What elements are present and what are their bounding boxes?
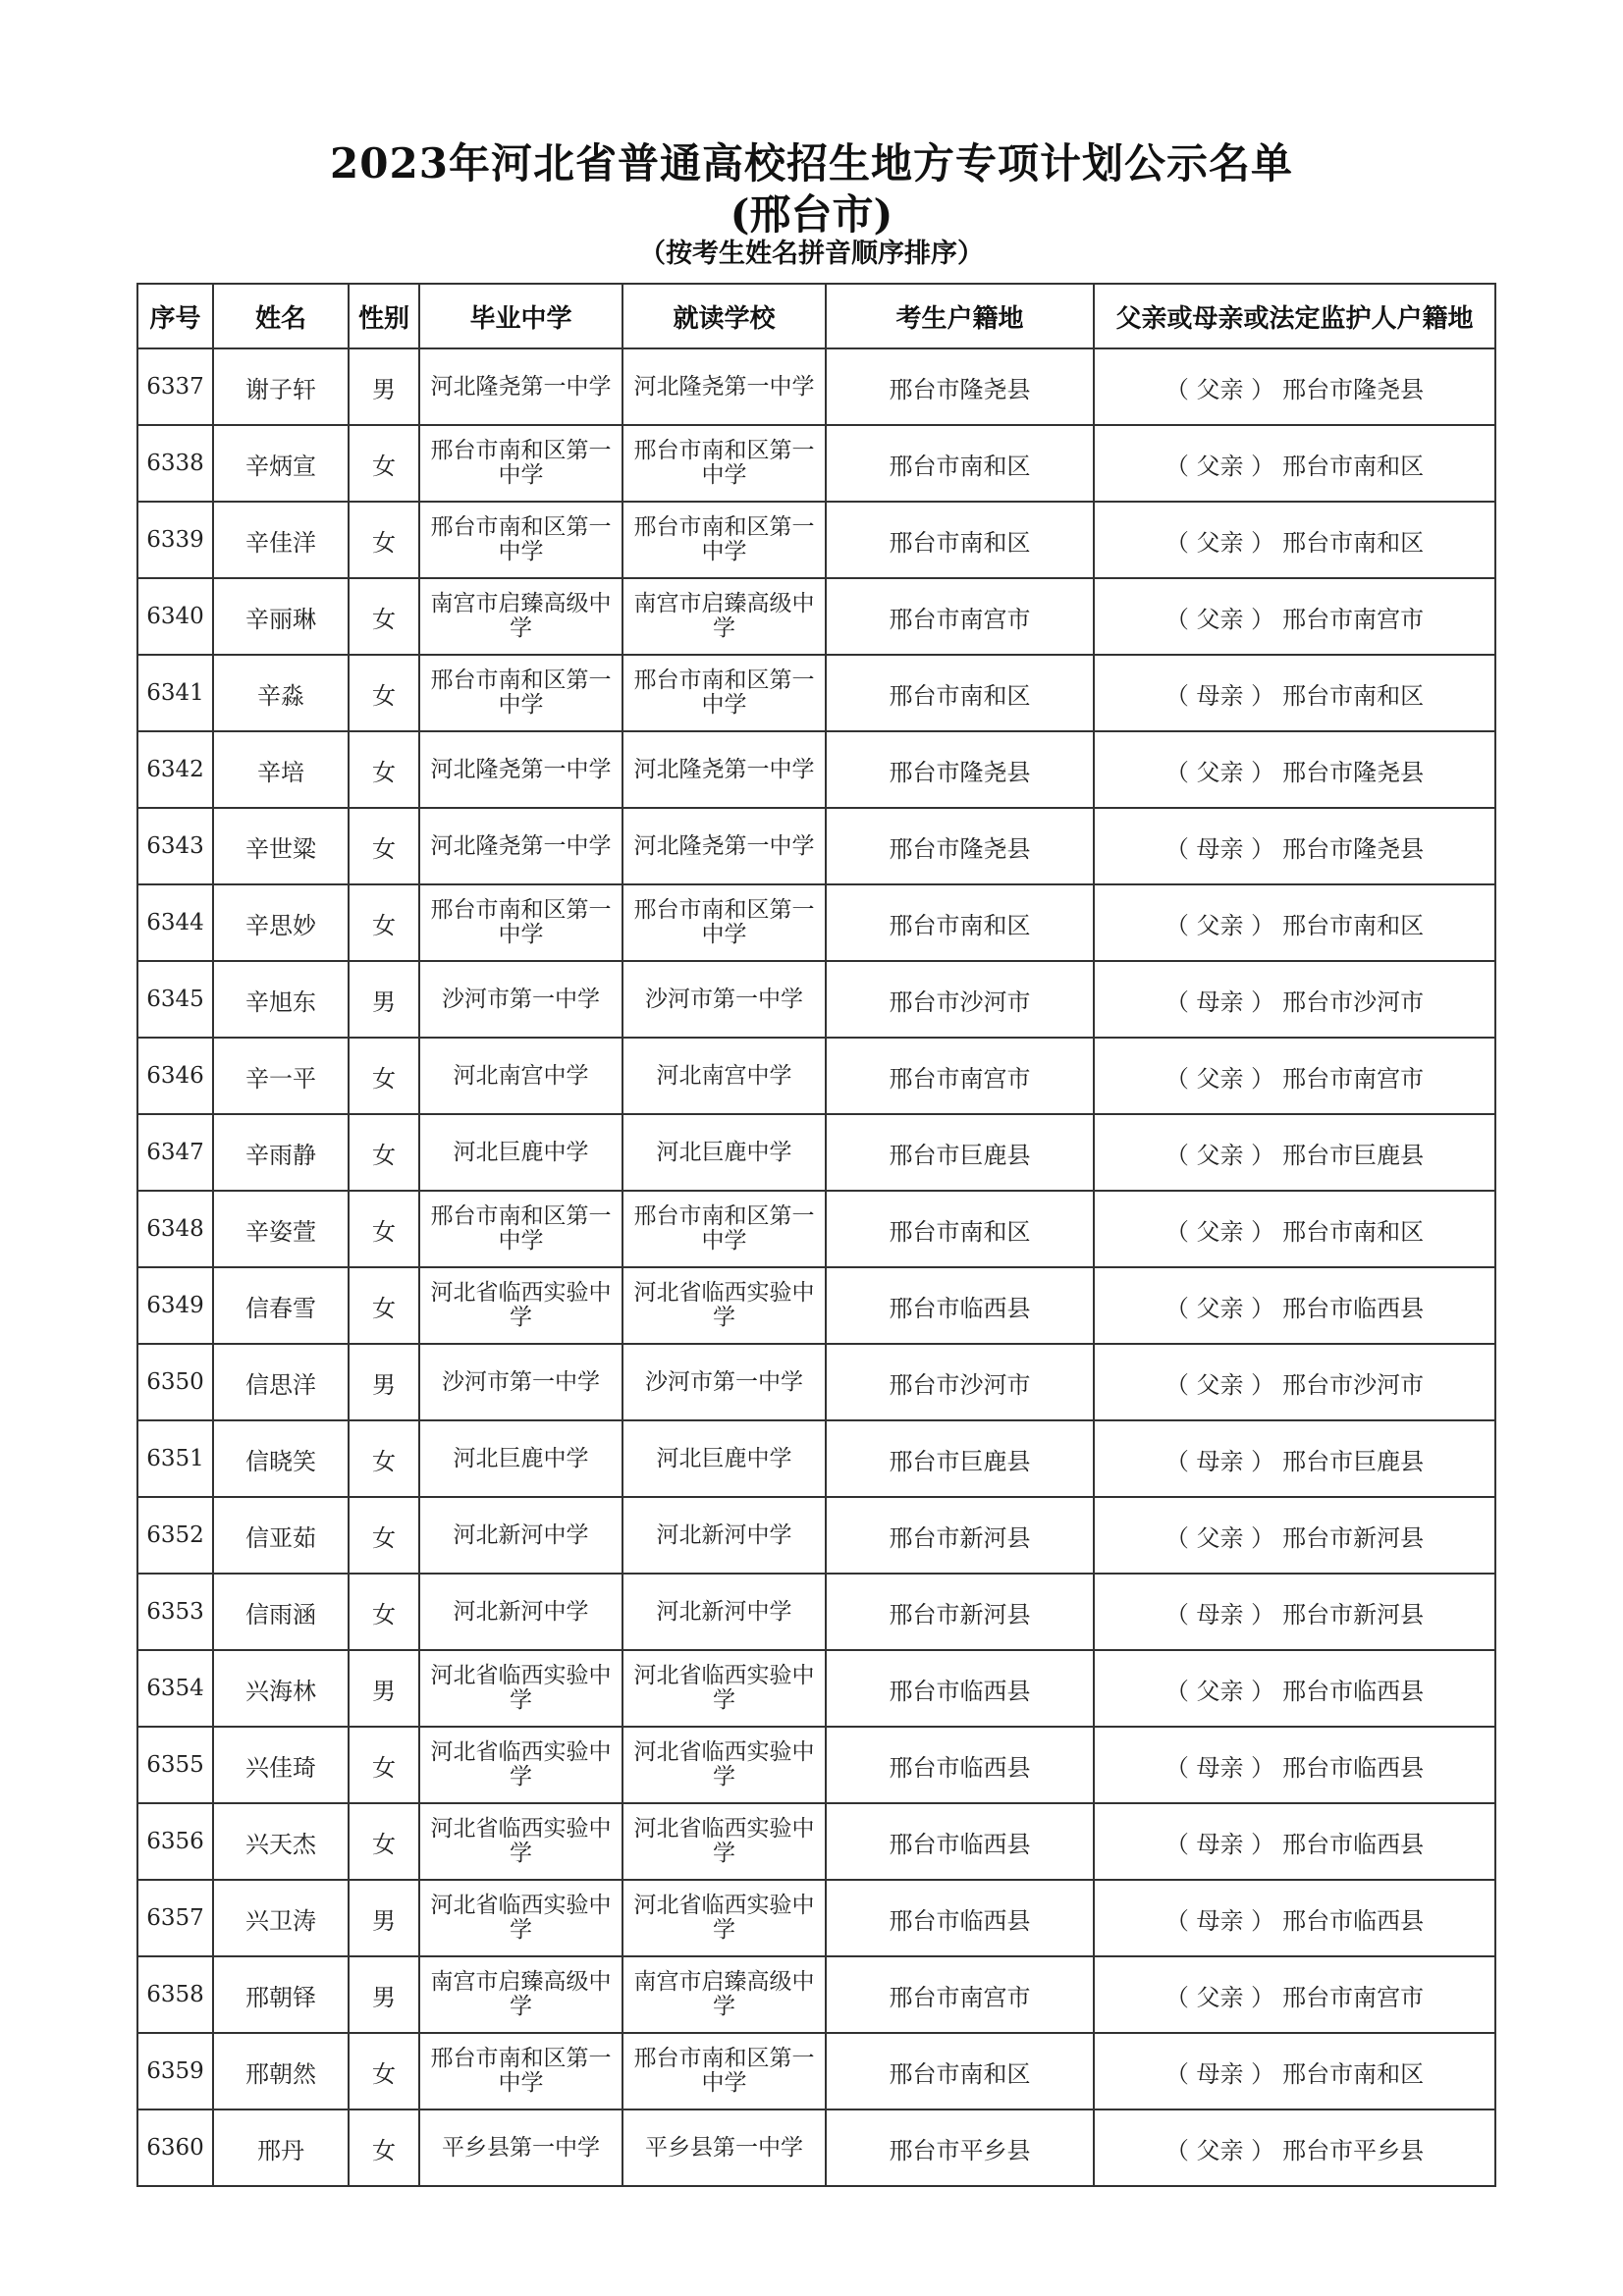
guardian-relation: （ 父亲 ） [1164, 2136, 1275, 2164]
number-cell: 6337 [137, 348, 213, 425]
hukou-cell: 邢台市隆尧县 [826, 808, 1094, 884]
hukou-cell: 邢台市沙河市 [826, 961, 1094, 1038]
gender-cell: 女 [349, 502, 419, 578]
gender-cell: 女 [349, 808, 419, 884]
gender-cell: 女 [349, 578, 419, 655]
hukou-cell: 邢台市南和区 [826, 502, 1094, 578]
hukou-cell: 邢台市新河县 [826, 1497, 1094, 1574]
guardian-relation: （ 父亲 ） [1164, 528, 1275, 557]
gender-cell: 女 [349, 1267, 419, 1344]
table-row [137, 1497, 1495, 1574]
gender-cell: 男 [349, 1650, 419, 1727]
current-school-cell: 邢台市南和区第一中学 [622, 1191, 826, 1267]
graduation-school-cell: 河北省临西实验中学 [419, 1650, 622, 1727]
guardian-location: 邢台市新河县 [1282, 1600, 1425, 1629]
gender-cell: 女 [349, 1114, 419, 1191]
guardian-hukou-cell [1094, 1956, 1495, 2033]
guardian-hukou-cell [1094, 1803, 1495, 1880]
gender-cell: 女 [349, 1497, 419, 1574]
graduation-school-cell: 邢台市南和区第一中学 [419, 1191, 622, 1267]
number-cell: 6352 [137, 1497, 213, 1574]
gender-cell: 女 [349, 1191, 419, 1267]
document-subtitle: (邢台市) [730, 190, 893, 239]
guardian-location: 邢台市沙河市 [1282, 988, 1425, 1016]
table-row [137, 2109, 1495, 2186]
table-row [137, 348, 1495, 425]
name-cell: 信晓笑 [213, 1420, 349, 1497]
guardian-location: 邢台市南和区 [1282, 452, 1425, 480]
gender-cell: 女 [349, 2109, 419, 2186]
guardian-hukou-cell [1094, 884, 1495, 961]
number-cell: 6341 [137, 655, 213, 731]
guardian-location: 邢台市南和区 [1282, 528, 1425, 557]
hukou-cell: 邢台市临西县 [826, 1880, 1094, 1956]
current-school-cell: 平乡县第一中学 [622, 2109, 826, 2186]
graduation-school-cell: 南宫市启臻高级中学 [419, 1956, 622, 2033]
guardian-location: 邢台市巨鹿县 [1282, 1447, 1425, 1475]
gender-cell: 女 [349, 1420, 419, 1497]
current-school-cell: 河北隆尧第一中学 [622, 348, 826, 425]
guardian-hukou-cell [1094, 502, 1495, 578]
name-cell: 邢朝然 [213, 2033, 349, 2109]
graduation-school-cell: 南宫市启臻高级中学 [419, 578, 622, 655]
number-cell: 6339 [137, 502, 213, 578]
number-cell: 6357 [137, 1880, 213, 1956]
guardian-location: 邢台市临西县 [1282, 1677, 1425, 1705]
table-row [137, 1574, 1495, 1650]
hukou-cell: 邢台市平乡县 [826, 2109, 1094, 2186]
number-cell: 6343 [137, 808, 213, 884]
table-header-row [137, 284, 1495, 348]
table-row [137, 1880, 1495, 1956]
guardian-hukou-cell [1094, 1880, 1495, 1956]
guardian-hukou-cell [1094, 578, 1495, 655]
table-row [137, 961, 1495, 1038]
current-school-cell: 河北新河中学 [622, 1497, 826, 1574]
hukou-cell: 邢台市南和区 [826, 425, 1094, 502]
number-cell: 6351 [137, 1420, 213, 1497]
hukou-cell: 邢台市临西县 [826, 1803, 1094, 1880]
hukou-cell: 邢台市南和区 [826, 1191, 1094, 1267]
number-cell: 6347 [137, 1114, 213, 1191]
name-cell: 辛丽琳 [213, 578, 349, 655]
graduation-school-cell: 河北隆尧第一中学 [419, 808, 622, 884]
guardian-hukou-cell [1094, 1344, 1495, 1420]
guardian-location: 邢台市临西县 [1282, 1830, 1425, 1858]
number-cell: 6340 [137, 578, 213, 655]
column-header-graduation-school: 毕业中学 [419, 284, 622, 348]
name-cell: 辛思妙 [213, 884, 349, 961]
number-cell: 6338 [137, 425, 213, 502]
guardian-hukou-cell [1094, 1650, 1495, 1727]
current-school-cell: 南宫市启臻高级中学 [622, 1956, 826, 2033]
guardian-hukou-cell [1094, 961, 1495, 1038]
guardian-hukou-cell [1094, 808, 1495, 884]
current-school-cell: 河北省临西实验中学 [622, 1880, 826, 1956]
guardian-location: 邢台市南和区 [1282, 2059, 1425, 2088]
table-row [137, 1420, 1495, 1497]
gender-cell: 女 [349, 655, 419, 731]
current-school-cell: 河北省临西实验中学 [622, 1803, 826, 1880]
guardian-location: 邢台市临西县 [1282, 1753, 1425, 1782]
table-row [137, 1956, 1495, 2033]
gender-cell: 女 [349, 731, 419, 808]
graduation-school-cell: 沙河市第一中学 [419, 961, 622, 1038]
graduation-school-cell: 河北新河中学 [419, 1574, 622, 1650]
guardian-hukou-cell [1094, 1727, 1495, 1803]
guardian-hukou-cell [1094, 1114, 1495, 1191]
number-cell: 6342 [137, 731, 213, 808]
number-cell: 6344 [137, 884, 213, 961]
graduation-school-cell: 邢台市南和区第一中学 [419, 2033, 622, 2109]
graduation-school-cell: 河北省临西实验中学 [419, 1880, 622, 1956]
sort-note: （按考生姓名拼音顺序排序） [639, 239, 984, 269]
current-school-cell: 邢台市南和区第一中学 [622, 655, 826, 731]
graduation-school-cell: 平乡县第一中学 [419, 2109, 622, 2186]
guardian-location: 邢台市南宫市 [1282, 1064, 1425, 1093]
name-cell: 辛雨静 [213, 1114, 349, 1191]
current-school-cell: 河北省临西实验中学 [622, 1267, 826, 1344]
number-cell: 6358 [137, 1956, 213, 2033]
document-title: 2023年河北省普通高校招生地方专项计划公示名单 [330, 139, 1293, 187]
guardian-relation: （ 母亲 ） [1164, 681, 1275, 710]
gender-cell: 女 [349, 1803, 419, 1880]
current-school-cell: 河北隆尧第一中学 [622, 808, 826, 884]
guardian-hukou-cell [1094, 655, 1495, 731]
gender-cell: 女 [349, 1727, 419, 1803]
current-school-cell: 南宫市启臻高级中学 [622, 578, 826, 655]
guardian-hukou-cell [1094, 1420, 1495, 1497]
name-cell: 邢丹 [213, 2109, 349, 2186]
guardian-relation: （ 父亲 ） [1164, 1523, 1275, 1552]
gender-cell: 女 [349, 884, 419, 961]
graduation-school-cell: 沙河市第一中学 [419, 1344, 622, 1420]
guardian-relation: （ 母亲 ） [1164, 834, 1275, 863]
guardian-hukou-cell [1094, 1574, 1495, 1650]
guardian-relation: （ 父亲 ） [1164, 1217, 1275, 1246]
hukou-cell: 邢台市南和区 [826, 884, 1094, 961]
graduation-school-cell: 邢台市南和区第一中学 [419, 502, 622, 578]
number-cell: 6346 [137, 1038, 213, 1114]
guardian-hukou-cell [1094, 1038, 1495, 1114]
guardian-relation: （ 母亲 ） [1164, 988, 1275, 1016]
current-school-cell: 河北隆尧第一中学 [622, 731, 826, 808]
number-cell: 6355 [137, 1727, 213, 1803]
name-cell: 辛姿萱 [213, 1191, 349, 1267]
table-row [137, 425, 1495, 502]
guardian-hukou-cell [1094, 1191, 1495, 1267]
guardian-location: 邢台市隆尧县 [1282, 758, 1425, 786]
graduation-school-cell: 邢台市南和区第一中学 [419, 655, 622, 731]
table-row [137, 578, 1495, 655]
number-cell: 6350 [137, 1344, 213, 1420]
name-cell: 辛一平 [213, 1038, 349, 1114]
number-cell: 6359 [137, 2033, 213, 2109]
graduation-school-cell: 河北巨鹿中学 [419, 1114, 622, 1191]
table-row [137, 884, 1495, 961]
roster-table [136, 283, 1496, 2187]
current-school-cell: 河北省临西实验中学 [622, 1727, 826, 1803]
gender-cell: 男 [349, 961, 419, 1038]
guardian-location: 邢台市沙河市 [1282, 1370, 1425, 1399]
guardian-location: 邢台市南宫市 [1282, 1983, 1425, 2011]
guardian-hukou-cell [1094, 1267, 1495, 1344]
guardian-relation: （ 父亲 ） [1164, 1294, 1275, 1322]
guardian-location: 邢台市隆尧县 [1282, 834, 1425, 863]
guardian-relation: （ 父亲 ） [1164, 605, 1275, 633]
graduation-school-cell: 河北隆尧第一中学 [419, 731, 622, 808]
guardian-relation: （ 父亲 ） [1164, 1141, 1275, 1169]
current-school-cell: 河北新河中学 [622, 1574, 826, 1650]
table-row [137, 731, 1495, 808]
name-cell: 兴海林 [213, 1650, 349, 1727]
guardian-relation: （ 母亲 ） [1164, 2059, 1275, 2088]
guardian-relation: （ 父亲 ） [1164, 758, 1275, 786]
column-header-name: 姓名 [213, 284, 349, 348]
hukou-cell: 邢台市南和区 [826, 2033, 1094, 2109]
gender-cell: 女 [349, 1038, 419, 1114]
column-header-number: 序号 [137, 284, 213, 348]
column-header-gender: 性别 [349, 284, 419, 348]
guardian-relation: （ 父亲 ） [1164, 375, 1275, 403]
table-row [137, 502, 1495, 578]
hukou-cell: 邢台市巨鹿县 [826, 1114, 1094, 1191]
table-body [137, 348, 1495, 2186]
guardian-location: 邢台市临西县 [1282, 1906, 1425, 1935]
name-cell: 信亚茹 [213, 1497, 349, 1574]
gender-cell: 女 [349, 2033, 419, 2109]
guardian-relation: （ 母亲 ） [1164, 1906, 1275, 1935]
graduation-school-cell: 河北省临西实验中学 [419, 1803, 622, 1880]
name-cell: 信思洋 [213, 1344, 349, 1420]
name-cell: 邢朝铎 [213, 1956, 349, 2033]
guardian-relation: （ 父亲 ） [1164, 1983, 1275, 2011]
graduation-school-cell: 邢台市南和区第一中学 [419, 425, 622, 502]
guardian-location: 邢台市南宫市 [1282, 605, 1425, 633]
guardian-relation: （ 父亲 ） [1164, 1064, 1275, 1093]
column-header-current-school: 就读学校 [622, 284, 826, 348]
guardian-hukou-cell [1094, 2109, 1495, 2186]
guardian-location: 邢台市隆尧县 [1282, 375, 1425, 403]
current-school-cell: 河北省临西实验中学 [622, 1650, 826, 1727]
table-row [137, 808, 1495, 884]
hukou-cell: 邢台市新河县 [826, 1574, 1094, 1650]
number-cell: 6356 [137, 1803, 213, 1880]
current-school-cell: 邢台市南和区第一中学 [622, 502, 826, 578]
name-cell: 兴天杰 [213, 1803, 349, 1880]
guardian-hukou-cell [1094, 2033, 1495, 2109]
name-cell: 辛培 [213, 731, 349, 808]
guardian-location: 邢台市临西县 [1282, 1294, 1425, 1322]
name-cell: 辛世粱 [213, 808, 349, 884]
hukou-cell: 邢台市巨鹿县 [826, 1420, 1094, 1497]
hukou-cell: 邢台市临西县 [826, 1267, 1094, 1344]
gender-cell: 男 [349, 1344, 419, 1420]
guardian-relation: （ 父亲 ） [1164, 1370, 1275, 1399]
table-row [137, 2033, 1495, 2109]
guardian-relation: （ 父亲 ） [1164, 452, 1275, 480]
guardian-hukou-cell [1094, 731, 1495, 808]
name-cell: 辛炳宣 [213, 425, 349, 502]
guardian-relation: （ 母亲 ） [1164, 1447, 1275, 1475]
gender-cell: 女 [349, 1574, 419, 1650]
column-header-hukou: 考生户籍地 [826, 284, 1094, 348]
guardian-location: 邢台市平乡县 [1282, 2136, 1425, 2164]
guardian-relation: （ 母亲 ） [1164, 1830, 1275, 1858]
table-row [137, 655, 1495, 731]
graduation-school-cell: 河北省临西实验中学 [419, 1267, 622, 1344]
guardian-location: 邢台市南和区 [1282, 1217, 1425, 1246]
table-row [137, 1038, 1495, 1114]
graduation-school-cell: 河北南宫中学 [419, 1038, 622, 1114]
gender-cell: 男 [349, 1956, 419, 2033]
graduation-school-cell: 河北新河中学 [419, 1497, 622, 1574]
table-row [137, 1803, 1495, 1880]
name-cell: 信雨涵 [213, 1574, 349, 1650]
current-school-cell: 邢台市南和区第一中学 [622, 425, 826, 502]
hukou-cell: 邢台市临西县 [826, 1727, 1094, 1803]
current-school-cell: 沙河市第一中学 [622, 961, 826, 1038]
guardian-location: 邢台市南和区 [1282, 681, 1425, 710]
guardian-hukou-cell [1094, 1497, 1495, 1574]
number-cell: 6348 [137, 1191, 213, 1267]
hukou-cell: 邢台市南宫市 [826, 1038, 1094, 1114]
graduation-school-cell: 河北巨鹿中学 [419, 1420, 622, 1497]
name-cell: 兴佳琦 [213, 1727, 349, 1803]
current-school-cell: 河北南宫中学 [622, 1038, 826, 1114]
hukou-cell: 邢台市隆尧县 [826, 348, 1094, 425]
number-cell: 6353 [137, 1574, 213, 1650]
current-school-cell: 邢台市南和区第一中学 [622, 884, 826, 961]
hukou-cell: 邢台市沙河市 [826, 1344, 1094, 1420]
column-header-guardian-hukou: 父亲或母亲或法定监护人户籍地 [1094, 284, 1495, 348]
number-cell: 6345 [137, 961, 213, 1038]
number-cell: 6360 [137, 2109, 213, 2186]
current-school-cell: 邢台市南和区第一中学 [622, 2033, 826, 2109]
graduation-school-cell: 河北省临西实验中学 [419, 1727, 622, 1803]
hukou-cell: 邢台市临西县 [826, 1650, 1094, 1727]
current-school-cell: 河北巨鹿中学 [622, 1420, 826, 1497]
guardian-location: 邢台市巨鹿县 [1282, 1141, 1425, 1169]
name-cell: 辛佳洋 [213, 502, 349, 578]
number-cell: 6349 [137, 1267, 213, 1344]
name-cell: 谢子轩 [213, 348, 349, 425]
hukou-cell: 邢台市南和区 [826, 655, 1094, 731]
current-school-cell: 沙河市第一中学 [622, 1344, 826, 1420]
gender-cell: 男 [349, 348, 419, 425]
table-row [137, 1727, 1495, 1803]
name-cell: 辛淼 [213, 655, 349, 731]
table-row [137, 1114, 1495, 1191]
hukou-cell: 邢台市南宫市 [826, 1956, 1094, 2033]
guardian-location: 邢台市新河县 [1282, 1523, 1425, 1552]
guardian-location: 邢台市南和区 [1282, 911, 1425, 939]
table-row [137, 1191, 1495, 1267]
current-school-cell: 河北巨鹿中学 [622, 1114, 826, 1191]
table-row [137, 1650, 1495, 1727]
guardian-hukou-cell [1094, 425, 1495, 502]
gender-cell: 男 [349, 1880, 419, 1956]
name-cell: 兴卫涛 [213, 1880, 349, 1956]
gender-cell: 女 [349, 425, 419, 502]
guardian-relation: （ 父亲 ） [1164, 911, 1275, 939]
guardian-relation: （ 母亲 ） [1164, 1753, 1275, 1782]
hukou-cell: 邢台市隆尧县 [826, 731, 1094, 808]
guardian-relation: （ 母亲 ） [1164, 1600, 1275, 1629]
hukou-cell: 邢台市南宫市 [826, 578, 1094, 655]
table-row [137, 1344, 1495, 1420]
number-cell: 6354 [137, 1650, 213, 1727]
graduation-school-cell: 邢台市南和区第一中学 [419, 884, 622, 961]
guardian-hukou-cell [1094, 348, 1495, 425]
graduation-school-cell: 河北隆尧第一中学 [419, 348, 622, 425]
name-cell: 信春雪 [213, 1267, 349, 1344]
name-cell: 辛旭东 [213, 961, 349, 1038]
guardian-relation: （ 父亲 ） [1164, 1677, 1275, 1705]
table-row [137, 1267, 1495, 1344]
